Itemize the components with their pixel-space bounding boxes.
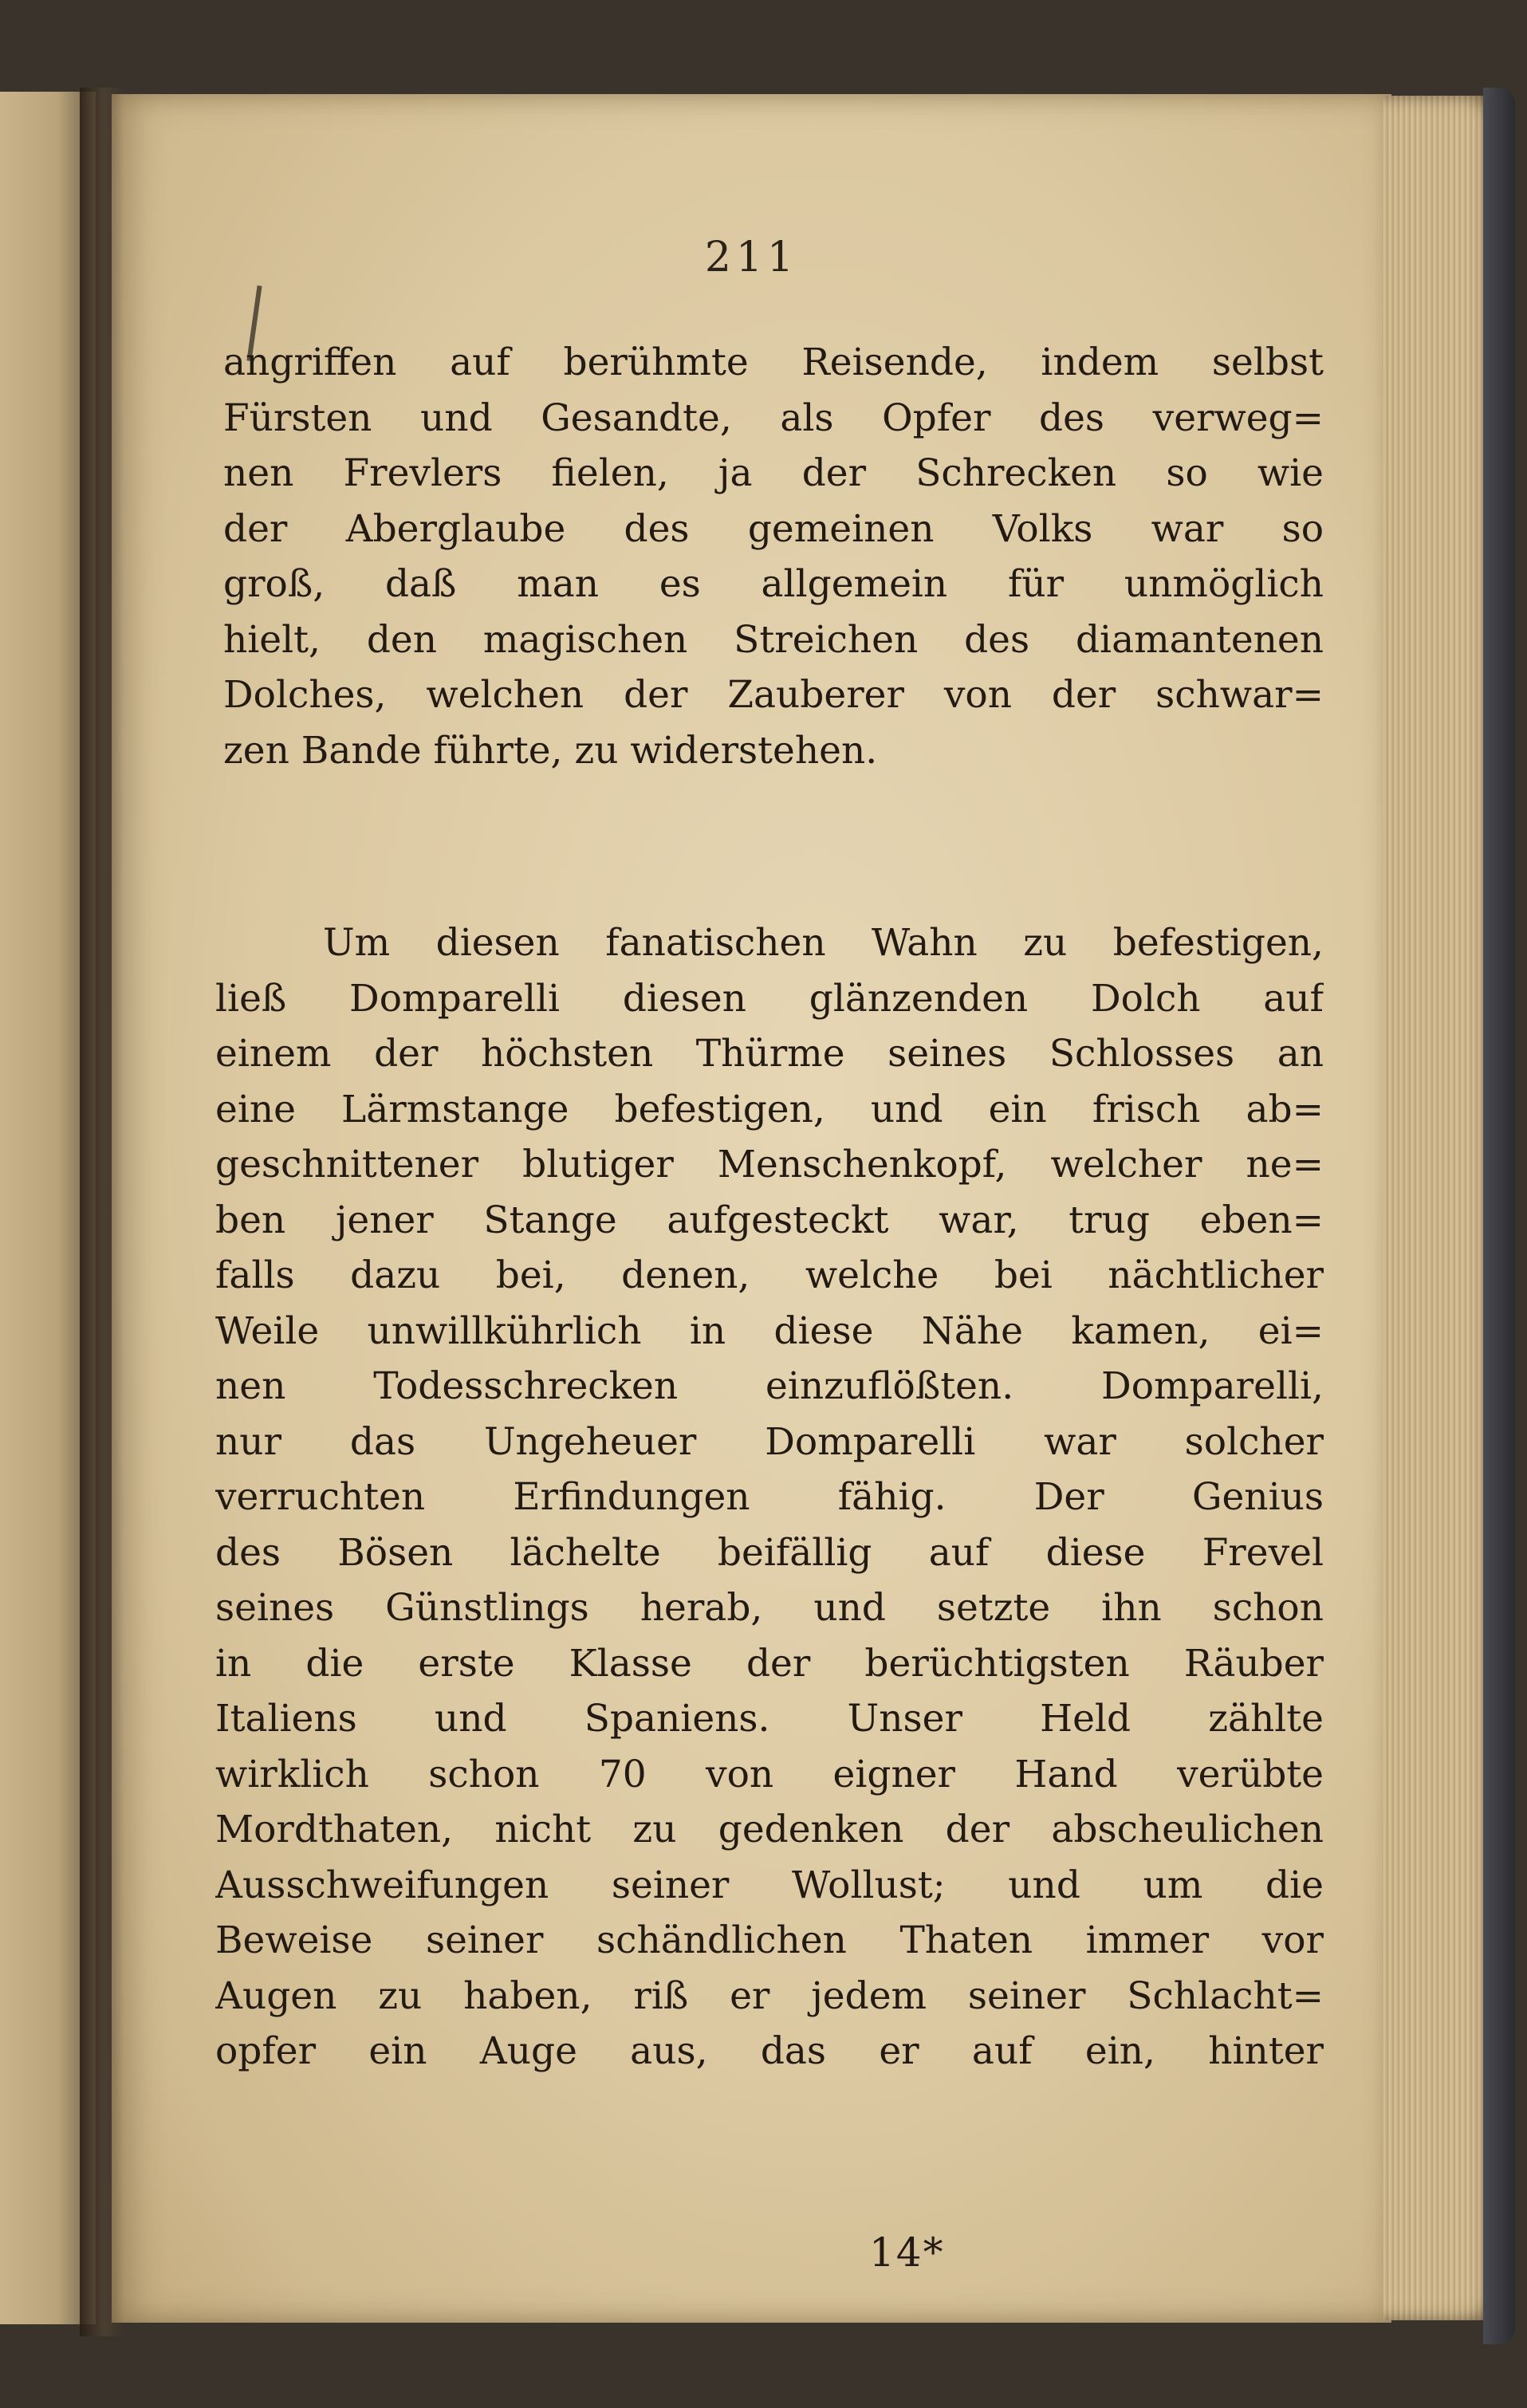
text-line: in die erste Klasse der berüchtigsten Räuber [215,1641,1324,1686]
text-line: falls dazu bei, denen, welche bei nächtlicher [215,1253,1324,1297]
gutter-shadow [80,88,124,2336]
page-number: 211 [704,234,799,281]
text-line: Weile unwillkührlich in diese Nähe kamen, ei= [215,1308,1324,1353]
paragraph [223,335,1324,778]
text-line: seines Günstlings herab, und setzte ihn schon [215,1586,1324,1630]
text-line: ben jener Stange aufgesteckt war, trug eben= [215,1198,1324,1242]
text-line: Augen zu haben, riß er jedem seiner Schlacht= [215,1973,1324,2018]
text-line: wirklich schon 70 von eigner Hand verübte [215,1752,1324,1796]
book-page [112,94,1391,2323]
text-line: Dolches, welchen der Zauberer von der schwar= [223,673,1324,717]
text-line: einem der höchsten Thürme seines Schlosses an [215,1032,1324,1076]
text-line: Ausschweifungen seiner Wollust; und um die [215,1863,1324,1907]
text-line: groß, daß man es allgemein für unmöglich [223,562,1324,606]
text-line: verruchten Erfindungen fähig. Der Genius [215,1475,1324,1519]
text-line: Italiens und Spaniens. Unser Held zählte [215,1697,1324,1741]
text-line: geschnittener blutiger Menschenkopf, welcher ne= [215,1143,1324,1186]
text-line: opfer ein Auge aus, das er auf ein, hinter [215,2029,1324,2073]
paragraph [215,915,1324,2079]
text-line: ließ Domparelli diesen glänzenden Dolch auf [215,976,1324,1021]
text-line: eine Lärmstange befestigen, und ein frisch ab= [215,1087,1324,1131]
text-line: Mordthaten, nicht zu gedenken der abscheulichen [215,1808,1324,1851]
text-line: angriffen auf berühmte Reisende, indem selbst [223,340,1324,384]
text-line: Fürsten und Gesandte, als Opfer des verweg= [223,395,1324,440]
text-line: hielt, den magischen Streichen des diamantenen [223,617,1324,662]
text-line: nen Frevlers fielen, ja der Schrecken so wie [223,451,1324,495]
signature-mark: 14* [869,2229,945,2276]
book-cover-edge [1483,88,1515,2344]
text-line: des Bösen lächelte beifällig auf diese Frevel [215,1530,1324,1575]
text-line: nur das Ungeheuer Domparelli war solcher [215,1419,1324,1464]
text-line: nen Todesschrecken einzuflößten. Domparelli, [215,1364,1324,1408]
text-line: Um diesen fanatischen Wahn zu befestigen, [323,921,1324,965]
text-line: zen Bande führte, zu widerstehen. [223,728,878,773]
text-line: Beweise seiner schändlichen Thaten immer vor [215,1918,1324,1962]
text-line: der Aberglaube des gemeinen Volks war so [223,506,1324,551]
